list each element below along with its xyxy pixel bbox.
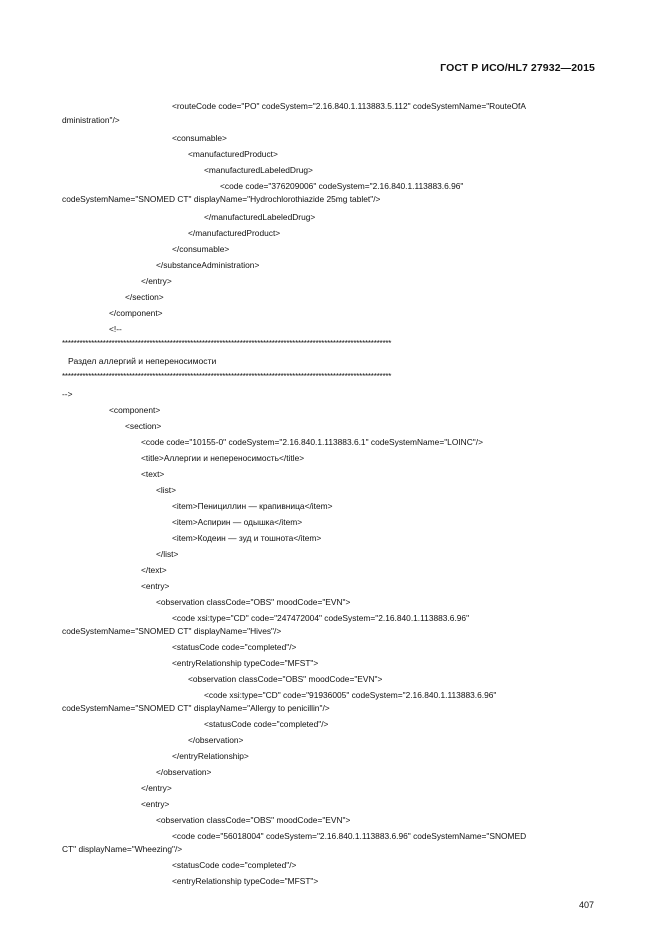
page-number: 407 — [579, 900, 595, 910]
asterisk-divider: ***************************************************************************************************************** — [62, 340, 392, 348]
xml-line: </entry> — [141, 783, 172, 793]
xml-line: <entry> — [141, 799, 170, 809]
xml-line: <item>Аспирин — одышка</item> — [172, 517, 303, 527]
xml-line: <observation classCode="OBS" moodCode="EVN"> — [156, 597, 351, 607]
section-heading: Раздел аллергий и непереносимости — [68, 356, 217, 366]
xml-line: <text> — [141, 469, 165, 479]
xml-line: <code code="376209006" codeSystem="2.16.840.1.113883.6.96" — [220, 181, 464, 191]
xml-line: </manufacturedProduct> — [188, 228, 281, 238]
xml-line: <observation classCode="OBS" moodCode="EVN"> — [156, 815, 351, 825]
xml-line: </section> — [125, 292, 164, 302]
xml-line: <statusCode code="completed"/> — [172, 642, 297, 652]
xml-line: <manufacturedProduct> — [188, 149, 278, 159]
xml-line: <statusCode code="completed"/> — [172, 860, 297, 870]
xml-line: <consumable> — [172, 133, 227, 143]
xml-line: codeSystemName="SNOMED CT" displayName="Hives"/> — [62, 626, 282, 636]
xml-line: </observation> — [156, 767, 212, 777]
xml-line: </list> — [156, 549, 179, 559]
xml-line: codeSystemName="SNOMED CT" displayName="Allergy to penicillin"/> — [62, 703, 330, 713]
xml-line: <component> — [109, 405, 161, 415]
xml-line: </entryRelationship> — [172, 751, 249, 761]
xml-line: <code xsi:type="CD" code="247472004" codeSystem="2.16.840.1.113883.6.96" — [172, 613, 470, 623]
xml-line: --> — [62, 389, 73, 399]
xml-line: </substanceAdministration> — [156, 260, 260, 270]
xml-line: <code code="10155-0" codeSystem="2.16.840.1.113883.6.1" codeSystemName="LOINC"/> — [141, 437, 483, 447]
xml-line: </observation> — [188, 735, 244, 745]
xml-line: </component> — [109, 308, 163, 318]
xml-line: </text> — [141, 565, 167, 575]
standard-header: ГОСТ Р ИСО/HL7 27932—2015 — [440, 62, 595, 74]
xml-line: <routeCode code="PO" codeSystem="2.16.840.1.113883.5.112" codeSystemName="RouteOfA — [172, 101, 526, 111]
xml-line: <observation classCode="OBS" moodCode="EVN"> — [188, 674, 383, 684]
xml-line: </entry> — [141, 276, 172, 286]
xml-line: </manufacturedLabeledDrug> — [204, 212, 316, 222]
xml-line: CT" displayName="Wheezing"/> — [62, 844, 183, 854]
xml-line: <item>Кодеин — зуд и тошнота</item> — [172, 533, 322, 543]
xml-line: <code xsi:type="CD" code="91936005" codeSystem="2.16.840.1.113883.6.96" — [204, 690, 497, 700]
xml-line: <entry> — [141, 581, 170, 591]
xml-line: <code code="56018004" codeSystem="2.16.840.1.113883.6.96" codeSystemName="SNOMED — [172, 831, 527, 841]
xml-line: dministration"/> — [62, 115, 120, 125]
xml-line: <statusCode code="completed"/> — [204, 719, 329, 729]
xml-line: <title>Аллергии и непереносимость</title> — [141, 453, 305, 463]
xml-line: <item>Пенициллин — крапивница</item> — [172, 501, 333, 511]
xml-line: <entryRelationship typeCode="MFST"> — [172, 658, 319, 668]
asterisk-divider: ***************************************************************************************************************** — [62, 373, 392, 381]
xml-line: codeSystemName="SNOMED CT" displayName="Hydrochlorothiazide 25mg tablet"/> — [62, 194, 381, 204]
xml-line: <entryRelationship typeCode="MFST"> — [172, 876, 319, 886]
xml-line: </consumable> — [172, 244, 230, 254]
xml-line: <manufacturedLabeledDrug> — [204, 165, 313, 175]
xml-line: <list> — [156, 485, 177, 495]
xml-line: <!-- — [109, 324, 122, 334]
xml-line: <section> — [125, 421, 162, 431]
